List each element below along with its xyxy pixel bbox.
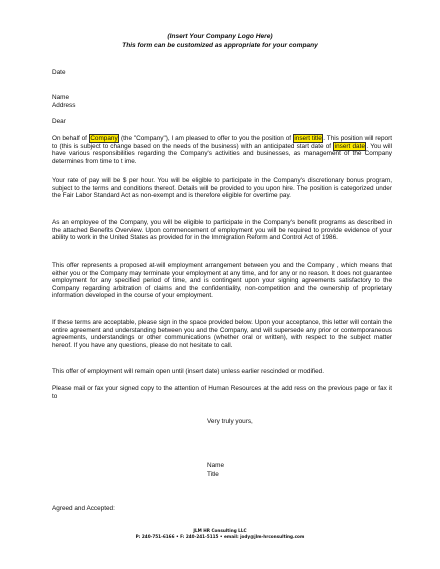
company-highlight: Company <box>90 135 118 142</box>
salutation-line: Dear <box>52 118 66 125</box>
recipient-name-line: Name <box>52 94 70 101</box>
paragraph-pay: Your rate of pay will be $ per hour. You will be eligible to participate in the Company's discretionary bonus program, subject to the terms and conditions thereof. Details will be provided to you upon hire. The position is categorized under the Fair Labor Standard Act as non-exempt and is therefore eligible for overtime pay. <box>52 177 392 200</box>
date-line: Date <box>52 69 66 76</box>
paragraph-return-instructions: Please mail or fax your signed copy to the attention of Human Resources at the add ress on the previous page or fax it to <box>52 385 392 400</box>
paragraph-at-will: This offer represents a proposed at-will employment arrangement between you and the Company , which means that either you or the Company may terminate your employment at any time, and for any or no reason. It does not guarantee employment for any specified period of time, and is contingent upon your signing agreements satisfactory to the Company regarding arbitration of claims and the confidentiality, non-competition and the ownership of proprietary information developed in the course of your employment. <box>52 262 392 300</box>
paragraph-offer-expiry: This offer of employment will remain open until (insert date) unless earlier rescinded or modified. <box>52 368 324 375</box>
logo-placeholder-line: (Insert Your Company Logo Here) <box>167 33 273 40</box>
closing-line: Very truly yours, <box>207 418 253 425</box>
footer-contact-line: P: 240-751-6166 • F: 240-241-5115 • email: jody@jlm-hrconsulting.com <box>135 534 305 539</box>
footer-company-name: JLM HR Consulting LLC <box>193 528 247 533</box>
title-highlight: insert title <box>294 135 322 142</box>
signer-title-line: Title <box>207 471 219 478</box>
signer-name-line: Name <box>207 462 225 469</box>
paragraph-position-offer: On behalf of Company (the "Company"), I am pleased to offer to you the position of insert title . This position will report to (this is subject to change based on the needs of the business) with an anticipated start date of insert date . You will have various responsibilities regarding the Company's activities and businesses, as management of the Company determines from time to t ime. <box>52 135 393 165</box>
customize-note-line: This form can be customized as appropriate for your company <box>122 42 318 49</box>
recipient-address-line: Address <box>52 102 76 109</box>
paragraph-acceptance: If these terms are acceptable, please sign in the space provided below. Upon your acceptance, this letter will contain the entire agreement and understanding between you and the Company, and will supersede any prior or contemporaneous agreements, understandings or other communications (whether oral or written), with respect to the subject matter hereof. If you have any questions, please do not hesitate to call. <box>52 319 392 349</box>
agreed-accepted-line: Agreed and Accepted: <box>52 505 115 512</box>
start-date-highlight: insert date <box>334 142 365 150</box>
paragraph-benefits: As an employee of the Company, you will be eligible to participate in the Company's benefit programs as described in the attached Benefits Overview. Upon commencement of employment you will be required to provide evidence of your ability to work in the United States as provided for in the Immigration Reform and Control Act of 1986. <box>52 219 392 242</box>
